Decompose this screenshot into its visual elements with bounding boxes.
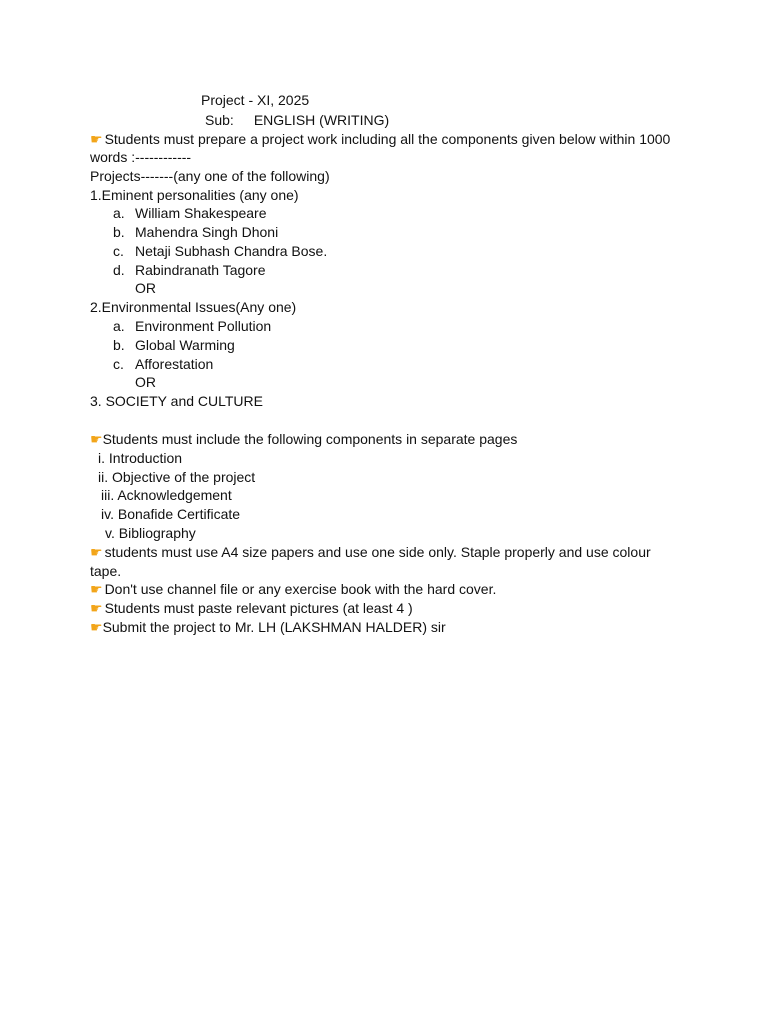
- list-marker: d.: [113, 262, 125, 278]
- component-item: i. Introduction: [98, 450, 183, 466]
- component-item: ii. Objective of the project: [98, 469, 256, 485]
- subject-value: ENGLISH (WRITING): [253, 112, 390, 128]
- rule-pictures: [90, 599, 413, 617]
- list-label: Rabindranath Tagore: [135, 262, 266, 278]
- rule-text: students must use A4 size papers and use one side only. Staple properly and use colour: [104, 544, 651, 560]
- list-label: Environment Pollution: [135, 318, 272, 334]
- pointing-hand-icon: ☛: [90, 601, 103, 617]
- rule-no-channel-file: [90, 580, 496, 598]
- pointing-hand-icon: ☛: [90, 545, 103, 561]
- list-item: [113, 336, 235, 354]
- pointing-hand-icon: ☛: [90, 582, 103, 598]
- list-item: [113, 261, 266, 279]
- pointing-hand-icon: ☛: [90, 432, 103, 448]
- or-separator: OR: [135, 280, 156, 296]
- pointing-hand-icon: ☛: [90, 132, 103, 148]
- list-marker: b.: [113, 337, 125, 353]
- or-separator: OR: [135, 374, 156, 390]
- list-marker: c.: [113, 243, 124, 259]
- components-heading-text: Students must include the following components in separate pages: [102, 431, 518, 447]
- project-title: Project - XI, 2025: [201, 92, 310, 108]
- list-marker: a.: [113, 205, 125, 221]
- list-marker: b.: [113, 224, 125, 240]
- list-marker: c.: [113, 356, 124, 372]
- list-label: William Shakespeare: [135, 205, 267, 221]
- group2-title: 2.Environmental Issues(Any one): [90, 299, 297, 315]
- rule-text: Submit the project to Mr. LH (LAKSHMAN HALDER) sir: [102, 619, 446, 635]
- list-marker: a.: [113, 318, 125, 334]
- rule-a4-paper: [90, 543, 651, 561]
- rule-a4-paper-cont: tape.: [90, 563, 122, 579]
- group3-title: 3. SOCIETY and CULTURE: [90, 393, 263, 409]
- intro-text: Students must prepare a project work including all the components given below within 1000: [104, 131, 671, 147]
- list-item: [113, 355, 213, 373]
- list-item: [113, 204, 267, 222]
- intro-line: [90, 130, 670, 148]
- list-label: Netaji Subhash Chandra Bose.: [135, 243, 328, 259]
- list-label: Mahendra Singh Dhoni: [135, 224, 279, 240]
- component-item: iv. Bonafide Certificate: [101, 506, 241, 522]
- subject-line: [205, 111, 389, 129]
- projects-heading: Projects-------(any one of the following): [90, 168, 330, 184]
- list-item: [113, 242, 327, 260]
- rule-text: Students must paste relevant pictures (at least 4 ): [104, 600, 413, 616]
- component-item: v. Bibliography: [105, 525, 196, 541]
- subject-label: Sub:: [205, 112, 234, 128]
- rule-text: Don't use channel file or any exercise book with the hard cover.: [104, 581, 497, 597]
- rule-submit: [90, 618, 446, 636]
- list-label: Afforestation: [135, 356, 214, 372]
- list-item: [113, 223, 278, 241]
- intro-line-2: words :------------: [90, 149, 192, 165]
- pointing-hand-icon: ☛: [90, 620, 103, 636]
- components-heading: [90, 430, 517, 448]
- group1-title: 1.Eminent personalities (any one): [90, 187, 299, 203]
- list-label: Global Warming: [135, 337, 235, 353]
- list-item: [113, 317, 271, 335]
- component-item: iii. Acknowledgement: [101, 487, 232, 503]
